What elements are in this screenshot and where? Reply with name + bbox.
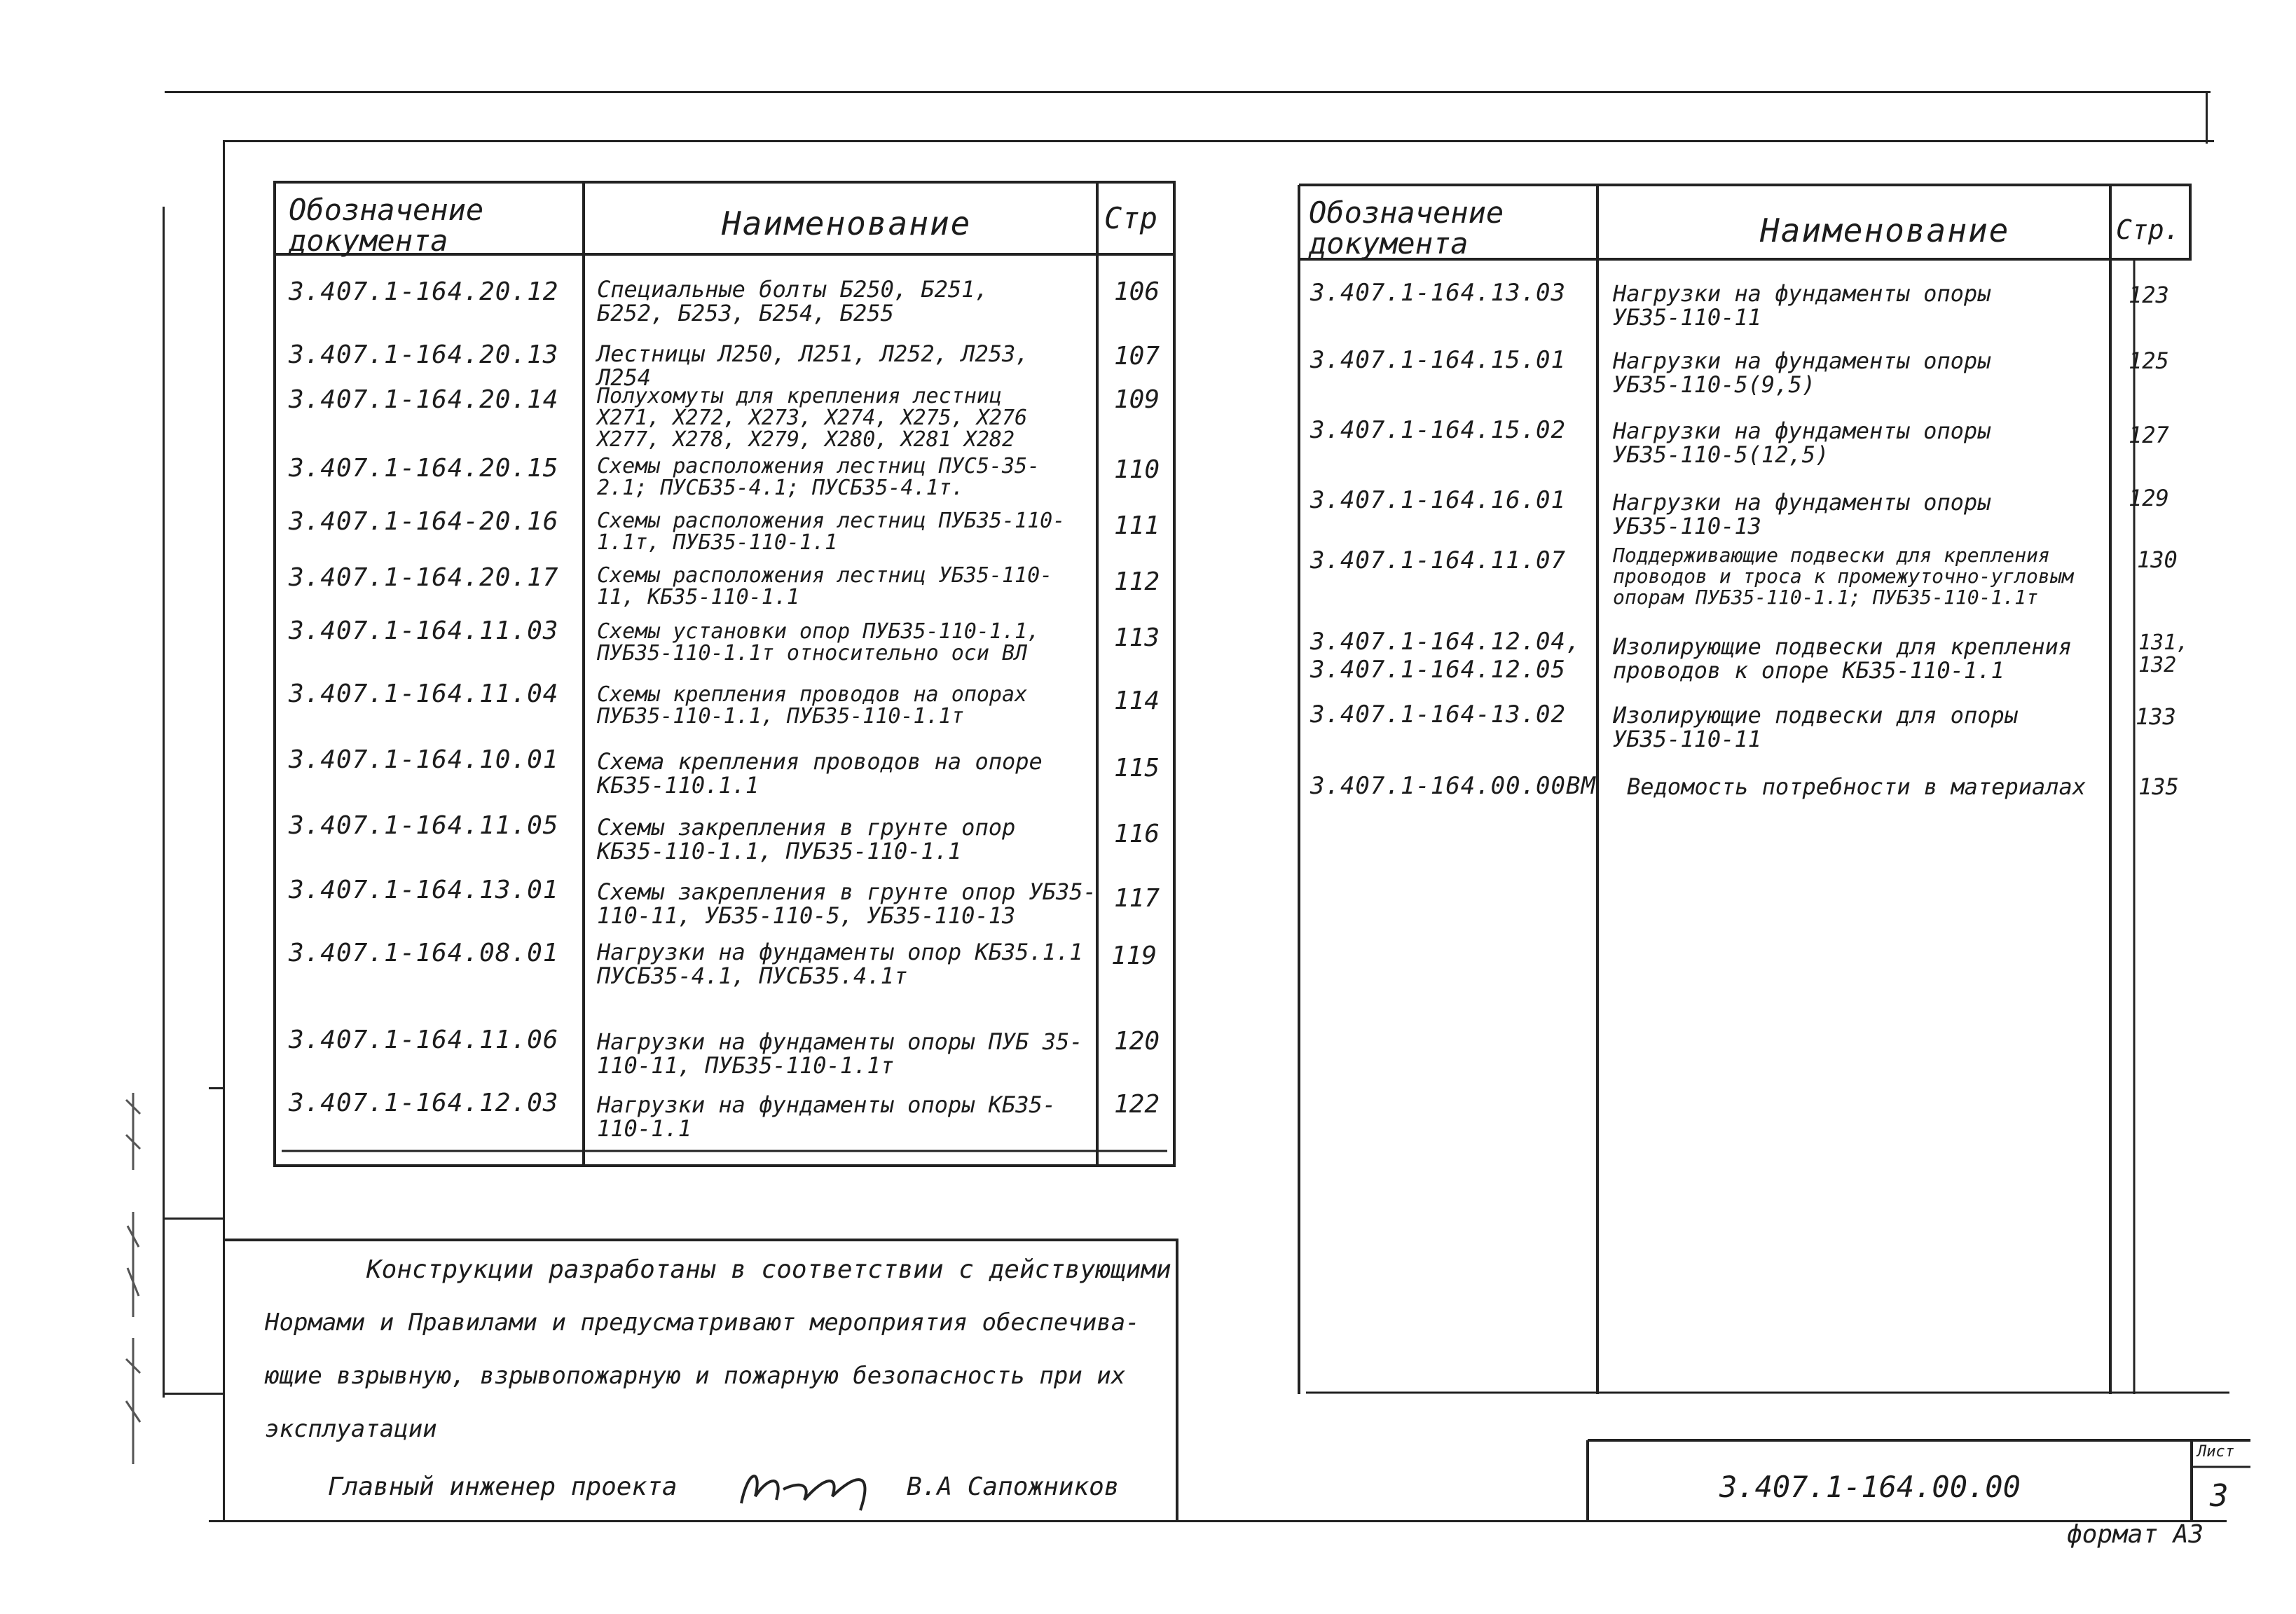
note-line-1: Конструкции разработаны в соответствии с действующими bbox=[366, 1255, 1171, 1284]
row-name: Нагрузки на фундаменты опоры КБ35-110-1.1 bbox=[597, 1091, 1057, 1142]
left-header-page: Стр bbox=[1104, 201, 1157, 235]
row-code: 3.407.1-164.12.03 bbox=[289, 1089, 559, 1117]
row-name: Схемы расположения лестниц ПУБ35-110-1.1т, ПУБ35-110-1.1 bbox=[597, 509, 1066, 555]
note-line-3: ющие взрывную, взрывопожарную и пожарную безопасность при их bbox=[265, 1362, 1126, 1390]
row-page: 133 bbox=[2136, 703, 2176, 730]
row-name: Нагрузки на фундаменты опоры ПУБ 35-110-11, ПУБ35-110-1.1т bbox=[597, 1028, 1083, 1079]
right-table bbox=[1298, 184, 2229, 1394]
row-code: 3.407.1-164.20.17 bbox=[289, 563, 559, 592]
row-name: Изолирующие подвески для опоры УБ35-110-11 bbox=[1613, 702, 2018, 752]
row-page: 135 bbox=[2138, 773, 2179, 800]
left-table bbox=[273, 181, 1177, 1168]
row-code: 3.407.1-164.20.12 bbox=[289, 277, 559, 306]
row-page: 113 bbox=[1114, 623, 1160, 652]
row-code: 3.407.1-164.20.14 bbox=[289, 385, 559, 414]
row-name: Полухомуты для крепления лестниц Х271, Х272, Х273, Х274, Х275, Х276 Х277, Х278, Х279, Х280, Х281 Х282 bbox=[597, 384, 1028, 452]
signature-name: В.А Сапожников bbox=[907, 1472, 1120, 1501]
signature-role: Главный инженер проекта bbox=[328, 1472, 678, 1501]
margin-tick-3 bbox=[163, 1393, 224, 1395]
row-code: 3.407.1-164.11.04 bbox=[289, 680, 559, 708]
row-code: 3.407.1-164.11.07 bbox=[1310, 546, 1566, 574]
row-name: Нагрузки на фундаменты опоры УБ35-110-11 bbox=[1613, 280, 1991, 331]
row-name: Лестницы Л250, Л251, Л252, Л253, Л254 bbox=[597, 340, 1029, 391]
note-block bbox=[223, 1239, 1180, 1522]
row-page: 130 bbox=[2137, 546, 2178, 573]
row-page: 109 bbox=[1114, 385, 1160, 414]
row-code: 3.407.1-164.15.02 bbox=[1310, 416, 1566, 444]
row-name: Схемы закрепления в грунте опор УБ35-110-11, УБ35-110-5, УБ35-110-13 bbox=[597, 878, 1097, 929]
note-line-4: эксплуатации bbox=[265, 1415, 437, 1443]
row-name: Нагрузки на фундаменты опоры УБ35-110-13 bbox=[1613, 489, 1991, 539]
row-name: Схемы установки опор ПУБ35-110-1.1, ПУБ35-110-1.1т относительно оси ВЛ bbox=[597, 619, 1040, 665]
row-code: 3.407.1-164-20.16 bbox=[289, 507, 559, 536]
row-code: 3.407.1-164.20.13 bbox=[289, 340, 559, 369]
row-code: 3.407.1-164.11.06 bbox=[289, 1026, 559, 1054]
margin-tick-1 bbox=[209, 1087, 224, 1089]
row-page: 107 bbox=[1114, 342, 1160, 371]
row-page: 116 bbox=[1114, 820, 1160, 848]
format-label: формат А3 bbox=[2067, 1520, 2204, 1549]
row-page: 115 bbox=[1114, 754, 1160, 782]
left-table-grid bbox=[273, 181, 1177, 1168]
row-name: Поддерживающие подвески для крепления проводов и троса к промежуточно-угловым опорам ПУБ35-110-1.1; ПУБ35-110-1.1т bbox=[1613, 544, 2074, 609]
row-code: 3.407.1-164.20.15 bbox=[289, 454, 559, 483]
row-code: 3.407.1-164-13.02 bbox=[1310, 701, 1566, 729]
row-page: 112 bbox=[1114, 567, 1160, 596]
row-page: 120 bbox=[1114, 1027, 1160, 1056]
frame-top-line bbox=[223, 140, 2214, 142]
row-page: 127 bbox=[2129, 422, 2169, 448]
left-header-designation: Обозначение документа bbox=[289, 193, 484, 258]
margin-stamp bbox=[105, 1086, 161, 1478]
row-code: 3.407.1-164.16.01 bbox=[1310, 486, 1566, 514]
right-header-page: Стр. bbox=[2116, 214, 2180, 245]
signature-mark bbox=[734, 1461, 895, 1517]
row-page: 129 bbox=[2129, 485, 2169, 511]
top-border-line bbox=[165, 91, 2211, 93]
row-name: Схемы крепления проводов на опорах ПУБ35-110-1.1, ПУБ35-110-1.1т bbox=[597, 682, 1028, 729]
row-page: 122 bbox=[1114, 1090, 1160, 1119]
row-name: Специальные болты Б250, Б251, Б252, Б253, Б254, Б255 bbox=[597, 276, 989, 326]
right-header-name: Наименование bbox=[1760, 212, 2010, 249]
row-name: Ведомость потребности в материалах bbox=[1627, 773, 2087, 800]
left-header-name: Наименование bbox=[722, 205, 972, 242]
right-top-tick bbox=[2206, 91, 2208, 144]
sheet-label: Лист bbox=[2197, 1443, 2234, 1461]
row-name: Схемы закрепления в грунте опор КБ35-110-1.1, ПУБ35-110-1.1 bbox=[597, 814, 1016, 864]
note-line-2: Нормами и Правилами и предусматривают мероприятия обеспечива- bbox=[265, 1309, 1140, 1337]
row-page: 119 bbox=[1111, 942, 1157, 970]
row-code: 3.407.1-164.00.00ВМ bbox=[1310, 772, 1596, 800]
sheet-number: 3 bbox=[2210, 1478, 2229, 1514]
title-block bbox=[1586, 1439, 2252, 1522]
row-page: 123 bbox=[2129, 282, 2169, 308]
doc-code: 3.407.1-164.00.00 bbox=[1719, 1470, 2021, 1504]
row-name: Нагрузки на фундаменты опор КБ35.1.1 ПУСБ35-4.1, ПУСБ35.4.1т bbox=[597, 939, 1083, 989]
margin-stamp-scribble bbox=[105, 1086, 161, 1478]
row-name: Схема крепления проводов на опоре КБ35-110.1.1 bbox=[597, 748, 1043, 799]
row-page: 110 bbox=[1114, 455, 1160, 484]
margin-tick-2 bbox=[163, 1218, 224, 1220]
row-page: 114 bbox=[1114, 687, 1160, 715]
right-header-designation: Обозначение документа bbox=[1309, 195, 1504, 261]
row-page: 106 bbox=[1114, 277, 1160, 306]
row-name: Схемы расположения лестниц УБ35-110-11, КБ35-110-1.1 bbox=[597, 563, 1053, 609]
row-page: 111 bbox=[1114, 511, 1160, 540]
row-code: 3.407.1-164.12.04, 3.407.1-164.12.05 bbox=[1310, 628, 1581, 684]
row-code: 3.407.1-164.08.01 bbox=[289, 939, 559, 967]
row-page: 131, 132 bbox=[2138, 630, 2190, 677]
row-name: Нагрузки на фундаменты опоры УБ35-110-5(12,5) bbox=[1613, 418, 1991, 468]
row-name: Изолирующие подвески для крепления проводов к опоре КБ35-110-1.1 bbox=[1613, 633, 2072, 684]
row-code: 3.407.1-164.11.03 bbox=[289, 616, 559, 645]
row-page: 125 bbox=[2129, 347, 2169, 374]
row-code: 3.407.1-164.13.01 bbox=[289, 876, 559, 904]
row-page: 117 bbox=[1114, 884, 1160, 913]
row-name: Нагрузки на фундаменты опоры УБ35-110-5(9,5) bbox=[1613, 347, 1991, 398]
row-code: 3.407.1-164.10.01 bbox=[289, 745, 559, 774]
row-name: Схемы расположения лестниц ПУС5-35-2.1; ПУСБ35-4.1; ПУСБ35-4.1т. bbox=[597, 454, 1040, 500]
row-code: 3.407.1-164.13.03 bbox=[1310, 279, 1566, 307]
row-code: 3.407.1-164.15.01 bbox=[1310, 346, 1566, 374]
row-code: 3.407.1-164.11.05 bbox=[289, 811, 559, 840]
